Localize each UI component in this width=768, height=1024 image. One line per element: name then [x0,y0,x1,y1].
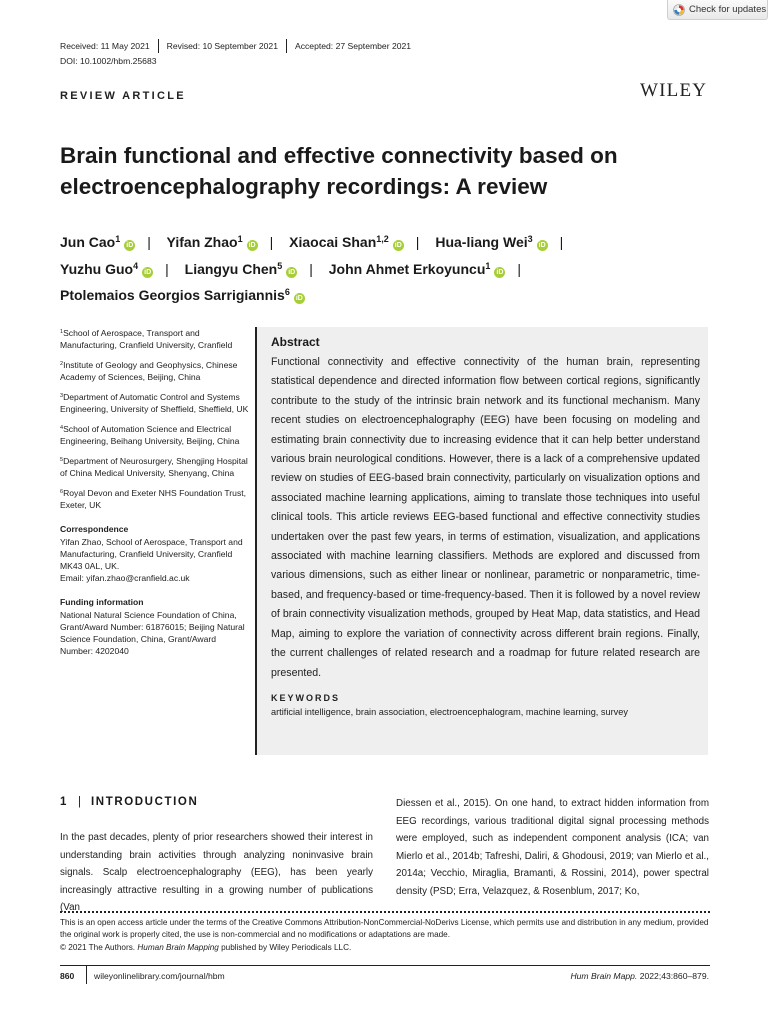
author[interactable]: John Ahmet Erkoyuncu$^1$ [328,260,491,277]
doi[interactable]: DOI: 10.1002/hbm.25683 [60,56,157,66]
section-heading: 1 | INTRODUCTION [60,796,199,808]
orcid-icon[interactable]: iD [394,242,402,249]
author-list: Jun Cao$^1$iD | Yifan Zhao$^1$iD | Xiaocai Shan$^{1,2}$iD | Hua-liang Wei$^3$iD | Yuzhu Guo$^4$iD | Liangyu Chen$^5$iD | John Ahmet Erkoyuncu$^1$iD | Ptolemaios Georgios Sarrigiannis$^6$iD [60,234,564,303]
dotted-divider [60,911,710,913]
author[interactable]: Xiaocai Shan$^{1,2}$ [289,234,389,250]
section-number: 1 [60,796,68,808]
orcid-icon[interactable]: iD [126,242,134,249]
orcid-icon[interactable]: iD [248,242,256,249]
crossmark-icon [673,4,685,16]
keywords-text: artificial intelligence, brain association, electroencephalogram, machine learning, survey [271,706,628,717]
article-title: Brain functional and effective connectivity based on electroencephalography recordings: A review [60,143,618,199]
funding-text: National Natural Science Foundation of China, Grant/Award Number: 61876015; Beijing Natural Science Foundation, China, Grant/Award Number: 4202040 [60,610,245,656]
affiliation: $^6$Royal Devon and Exeter NHS Foundation Trust, Exeter, UK [60,488,247,510]
keywords-heading: KEYWORDS [271,692,341,703]
footer-rule [60,965,710,966]
author[interactable]: Yifan Zhao$^1$ [166,234,243,250]
affiliation: $^2$Institute of Geology and Geophysics, Chinese Academy of Sciences, Beijing, China [60,360,238,382]
divider [86,966,87,984]
article-type: REVIEW ARTICLE [60,90,186,102]
orcid-icon[interactable]: iD [538,242,546,249]
orcid-icon[interactable]: iD [295,295,303,302]
affiliations-column [60,326,250,664]
author[interactable]: Yuzhu Guo$^4$ [60,260,139,277]
correspondence-heading: Correspondence [60,524,129,534]
section-title: INTRODUCTION [91,796,199,808]
revised-date: Revised: 10 September 2021 [166,41,278,51]
history-dates [60,39,411,53]
divider [286,39,287,53]
affiliation: $^3$Department of Automatic Control and Systems Engineering, University of Sheffield, Sheffield, UK [60,392,249,414]
license-notice [60,917,710,954]
copyright-line: © 2021 The Authors. Human Brain Mapping published by Wiley Periodicals LLC. [60,942,352,952]
abstract-text: Functional connectivity and effective connectivity of the human brain, representing statistical dependence and directed information flow between cortical regions, significantly contribute to the study of the intrinsic brain network and its functional mechanism. Many recent studies on electroencephalography (EEG) have been focusing on modeling and estimating brain connectivity due to increasing evidence that it can help better understand various brain neurological conditions. However, there is a lack of a comprehensive updated review on studies of EEG-based brain connectivity, particularly on visualization options and associated machine learning applications, aiming to translate those techniques into useful clinical tools. This article reviews EEG-based functional and effective connectivity studies undertaken over the past few years, in terms of estimation, visualization, and applications associated with machine learning classifiers. Methods are explored and discussed from various dimensions, such as either linear or nonlinear, parametric or nonparametric, time-based, and frequency-based or time-frequency-based. Then it is followed by a novel review of brain connectivity visualization methods, grouped by Heat Map, data statistics, and Head Map, aiming to explore the variation of connectivity across different brain regions. Finally, the current challenges of related research and a roadmap for future related research are presented. [271,356,700,679]
orcid-icon[interactable]: iD [144,268,152,276]
author[interactable]: Ptolemaios Georgios Sarrigiannis$^6$ [60,287,290,303]
orcid-icon[interactable]: iD [288,268,296,276]
orcid-icon[interactable]: iD [496,268,504,276]
citation: Hum Brain Mapp. 2022;43:860–879. [570,971,709,981]
author[interactable]: Jun Cao$^1$ [60,234,121,250]
funding-heading: Funding information [60,597,144,607]
abstract-box [255,327,708,755]
check-for-updates-button[interactable] [667,0,768,20]
accepted-date: Accepted: 27 September 2021 [294,41,412,51]
body-column-right: Diessen et al., 2015). On one hand, to extract hidden information from EEG recordings, various traditional digital signal processing methods were employed, such as independent component analysis (ICA; van Mierlo et al., 2014b; Tafreshi, Daliri, & Ghodousi, 2019; van Mierlo et al., 2014a; Vecchio, Miraglia, Bramanti, & Rossini, 2014), power spectral density (PSD; Erra, Velazquez, & Rosenblum, 2017; Ko, [396,798,709,897]
journal-url[interactable]: wileyonlinelibrary.com/journal/hbm [94,971,225,981]
page-number: 860 [60,971,75,981]
affiliation: $^5$Department of Neurosurgery, Shengjing Hospital of China Medical University, Shenyang, China [60,456,248,478]
check-for-updates-label: Check for updates [689,4,767,15]
license-text: This is an open access article under the terms of the Creative Commons Attribution-NonCommercial-NoDerivs License, which permits use and distribution in any medium, provided the original work is properly cited, the use is non-commercial and no modifications or adaptations are made. [60,918,709,940]
divider [158,39,159,53]
publisher-logo: WILEY [640,80,708,101]
correspondence-email[interactable]: Email: yifan.zhao@cranfield.ac.uk [60,573,190,583]
correspondence-text: Yifan Zhao, School of Aerospace, Transport and Manufacturing, Cranfield University, Cranfield MK43 0AL, UK. [60,537,243,571]
affiliation: $^4$School of Automation Science and Electrical Engineering, Beihang University, Beijing, China [60,424,240,446]
affiliation: $^1$School of Aerospace, Transport and Manufacturing, Cranfield University, Cranfield [60,328,233,350]
author[interactable]: Hua-liang Wei$^3$ [435,234,533,250]
abstract-heading: Abstract [271,335,320,349]
received-date: Received: 11 May 2021 [60,41,150,51]
author[interactable]: Liangyu Chen$^5$ [184,260,283,277]
body-column-left: In the past decades, plenty of prior researchers showed their interest in understanding brain activities through analyzing noninvasive brain signals. Scalp electroencephalography (EEG), has been yearly increasingly attractive resulting in a growing number of publications (Van [60,832,373,914]
